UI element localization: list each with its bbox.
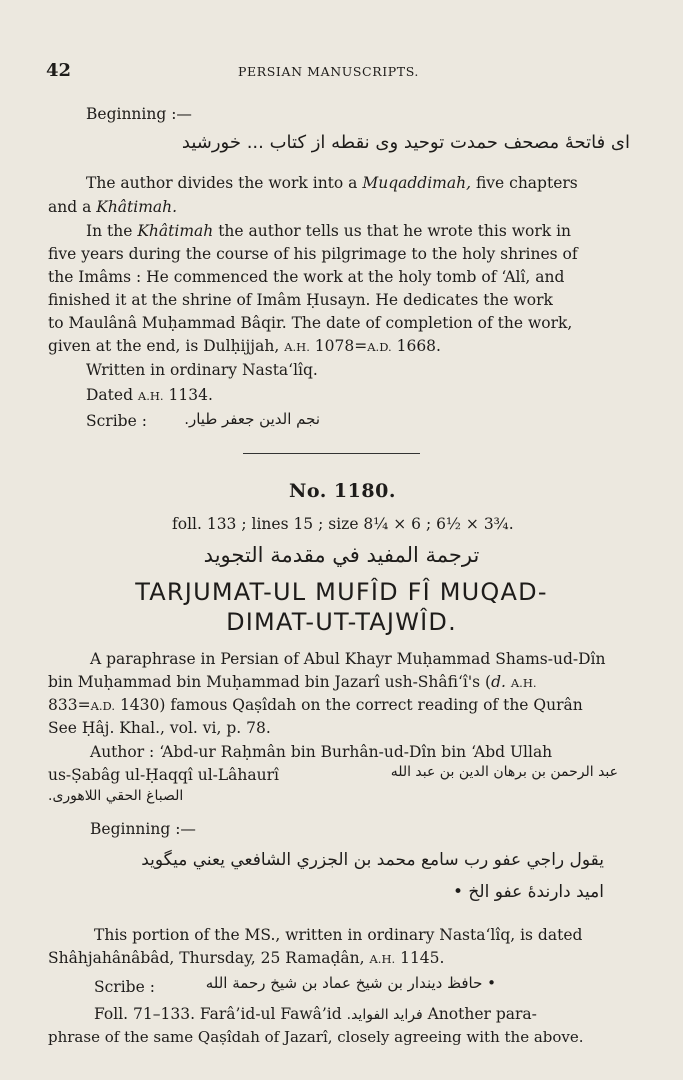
p2-text: the author tells us that he wrote this work in	[213, 222, 572, 240]
scribe-label-2: Scribe :	[94, 978, 155, 996]
ah-abbrev: A.H.	[369, 952, 396, 966]
foll2-line2: phrase of the same Qaṣîdah of Jazarî, closely agreeing with the above.	[48, 1028, 584, 1046]
foll2-text: Foll. 71–133. Farâ’id-ul Fawâ’id	[94, 1005, 342, 1023]
portion-text: Shâhjahânâbâd, Thursday, 25 Ramaḍân,	[48, 949, 370, 967]
ah-abbrev: A.H.	[284, 340, 310, 354]
beginning-label-2: Beginning :—	[90, 820, 196, 838]
author-line2: us-Ṣabâg ul-Ḥaqqî ul-Lâhaurî	[48, 766, 279, 784]
desc-italic-khatimah: Khâtimah.	[96, 198, 178, 216]
portion-line1: This portion of the MS., written in ordinary Nasta‘lîq, is dated	[94, 926, 583, 944]
desc-italic-muqaddimah: Muqaddimah,	[362, 174, 472, 192]
entry1-p2-line1	[86, 220, 571, 243]
beginning-arabic-line2: امید دارندهٔ عفو الخ •	[453, 882, 604, 902]
title-line1: TARJUMAT-UL MUFÎD FÎ MUQAD-	[135, 578, 548, 606]
title-arabic: ترجمة المفيد في مقدمة التجويد	[203, 543, 480, 567]
scribe-label-1: Scribe :	[86, 412, 147, 430]
entry1-desc-line2	[48, 196, 177, 219]
beginning-arabic-line1: يقول راجي عفو رب سامع محمد بن الجزري الشافعي يعني ميگويد	[141, 850, 604, 870]
entry1-desc-line1	[86, 172, 578, 195]
beginning-persian-1: ای فاتحۀ مصحف حمدت توحید وی نقطه از کتاب ... خورشید	[181, 132, 630, 153]
title-line2: DIMAT-UT-TAJWÎD.	[226, 608, 457, 636]
scribe-persian-2: • حافظ دیندار بن شیخ عماد بن شیخ رحمة الله	[205, 974, 496, 992]
entry1-p2-line3: the Imâms : He commenced the work at the holy tomb of ‘Alî, and	[48, 268, 565, 286]
page-number: 42	[46, 60, 72, 81]
entry-number: No. 1180.	[289, 480, 396, 502]
desc-italic-d: d.	[491, 673, 506, 691]
running-head: PERSIAN MANUSCRIPTS.	[238, 64, 420, 79]
desc-text: five chapters	[471, 174, 578, 192]
p2-text: given at the end, is Dulḥijjah,	[48, 337, 285, 355]
section-divider	[243, 453, 420, 454]
ad-abbrev: A.D.	[90, 699, 116, 713]
desc-text: bin Muḥammad bin Muḥammad bin Jazarî ush-Shâfi‘î's (	[48, 673, 492, 691]
desc-text: and a	[48, 198, 97, 216]
entry2-desc-line2	[48, 671, 537, 695]
foll2-text: Another para-	[422, 1005, 537, 1023]
entry2-desc-line1: A paraphrase in Persian of Abul Khayr Muḥammad Shams-ud-Dîn	[90, 650, 606, 668]
entry1-p2-line2: five years during the course of his pilgrimage to the holy shrines of	[48, 245, 578, 263]
ah-abbrev: A.H.	[510, 676, 537, 690]
p2-text: 1668.	[391, 337, 441, 355]
foll2-arabic: فراید الفواید.	[346, 1007, 423, 1023]
portion-text: 1145.	[395, 949, 445, 967]
dated-note-1	[86, 384, 213, 408]
desc-text: The author divides the work into a	[86, 174, 363, 192]
p2-italic: Khâtimah	[137, 222, 214, 240]
entry2-desc-line4: See Ḥâj. Khal., vol. vi, p. 78.	[48, 719, 271, 737]
scribe-persian-1: نجم الدین جعفر طیار.	[184, 410, 320, 428]
desc-text: 833=	[48, 696, 91, 714]
entry2-desc-line3	[48, 694, 583, 718]
dated-text: 1134.	[163, 386, 213, 404]
ah-abbrev: A.H.	[137, 389, 164, 403]
dated-text: Dated	[86, 386, 138, 404]
author-arabic-1: عبد الرحمن بن برهان الدین بن عبد الله	[390, 764, 618, 780]
desc-text: 1430) famous Qaṣîdah on the correct reading of the Qurân	[115, 696, 583, 714]
p2-text: 1078=	[309, 337, 368, 355]
entry1-p2-line6	[48, 335, 441, 359]
foll2-line1	[94, 1003, 537, 1027]
author-arabic-2: الصباغ الحقي اللاهوری.	[48, 788, 184, 804]
entry1-p2-line4: finished it at the shrine of Imâm Ḥusayn. He dedicates the work	[48, 291, 553, 309]
folio-info: foll. 133 ; lines 15 ; size 8¼ × 6 ; 6½ × 3¾.	[172, 515, 514, 533]
p2-text: In the	[86, 222, 138, 240]
beginning-label-1: Beginning :—	[86, 105, 192, 123]
portion-line2	[48, 947, 444, 971]
author-line1: Author : ‘Abd-ur Raḥmân bin Burhân-ud-Dîn bin ‘Abd Ullah	[90, 743, 553, 761]
written-note-1: Written in ordinary Nasta‘lîq.	[86, 361, 318, 379]
entry1-p2-line5: to Maulânâ Muḥammad Bâqir. The date of completion of the work,	[48, 314, 573, 332]
ad-abbrev: A.D.	[367, 340, 392, 354]
